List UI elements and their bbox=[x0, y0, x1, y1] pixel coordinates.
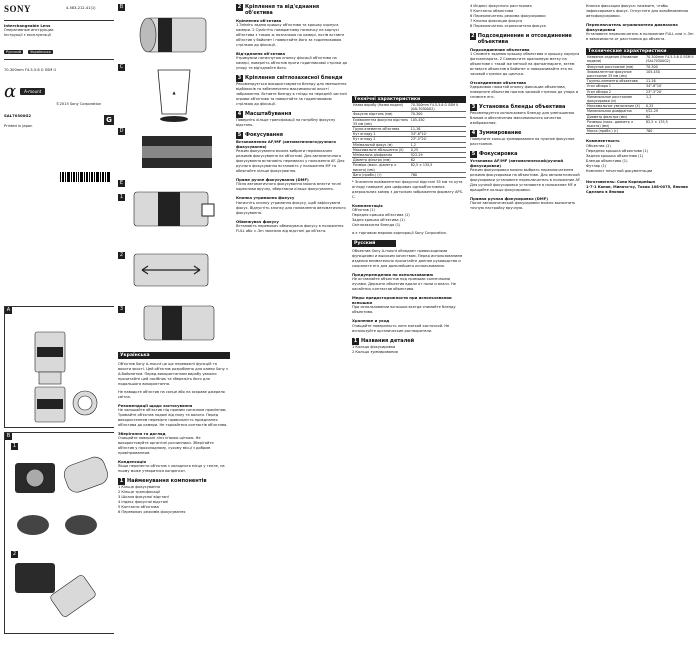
list-item: 1 Кільце фокусування bbox=[118, 485, 161, 490]
ukr-language-banner: Українська bbox=[118, 352, 230, 359]
list-item: Комплект печатной документации bbox=[586, 168, 653, 173]
a-mount-label: A-mount bbox=[20, 88, 45, 95]
section-4-heading: 4 Зуммирование bbox=[471, 130, 522, 137]
list-item: 1 Кольцо фокусировки bbox=[352, 344, 396, 349]
section-2-heading: 2 Подсоединение и отсоединение объектива bbox=[471, 33, 572, 45]
step-label-1: 1 bbox=[12, 443, 17, 449]
list-item: 6 Перемикач режимів фокусування bbox=[118, 510, 186, 515]
language-tag: Українська bbox=[30, 50, 51, 55]
section-3-heading: 3 Кріплення світлозахисної бленди bbox=[237, 75, 343, 82]
section-heading: Конденсація bbox=[118, 459, 146, 465]
paragraph: Утримуючи натиснутою кнопку фіксації об'єктива на камері, поверніть об'єктив проти годинникової стрілки до упору та від'єднайте його. bbox=[236, 56, 348, 71]
column-5 bbox=[470, 0, 582, 661]
list-item: 2 Кольцо зуммирования bbox=[352, 349, 398, 354]
box-contents bbox=[352, 208, 466, 228]
subheading: Установка AF/MF (автоматической/ручной фокусировки) bbox=[470, 158, 564, 169]
section-text: При использовании вспышки всегда снимайте бленду объектива. bbox=[352, 305, 456, 315]
table-row: Угол обзора 1 34°-8°10' bbox=[586, 84, 696, 89]
barcode bbox=[60, 172, 112, 184]
spec-table-header: Технічні характеристики bbox=[352, 96, 466, 103]
list-item: 7 Кнопка фиксации фокуса bbox=[470, 19, 523, 23]
list-item: Передняя крышка объектива (1) bbox=[586, 148, 649, 153]
column-1 bbox=[4, 0, 114, 661]
paragraph: Рекомендуется использовать бленду для уменьшения бликов и обеспечения максимального качества изображения. bbox=[470, 111, 575, 126]
intro-text: Объектив Sony A-mount обладает превосходными функциями и высоким качеством. Перед использованием изделия внимательно прочитайте данное руководство и сохраните его для дальнейшего использования. bbox=[352, 249, 463, 269]
printed-in: Printed in Japan bbox=[4, 124, 33, 129]
language-tag: Русский bbox=[6, 50, 22, 55]
g-mark: G bbox=[104, 115, 114, 125]
paragraph: 1 Снимите заднюю крышку объектива и крышку корпуса фотоаппарата. 2 Совместите оранжевую метку на объективе с такой же меткой на фотоаппарате, затем вставьте объектив в байонет и поворачивайте его по часовой стрелке до щелчка. bbox=[470, 52, 580, 77]
subheading: Отсоединение объектива bbox=[470, 80, 527, 86]
rus-language-banner: Русский bbox=[352, 240, 396, 247]
table-row: Минимальное расстояние фокусировки (м) 1,2 bbox=[586, 94, 696, 103]
intro-text: Об'єктив Sony A-mount це ще переважні функцій та висоти якості. Цей об'єктив розроблено для камер Sony з A-байонетом. Перед використанням виробу уважно прочитайте цей посібник та збережіть його для подальшого використання. bbox=[118, 362, 228, 386]
paragraph: Кнопка фиксации фокуса: нажмите, чтобы зафиксировать фокус. Отпустите для возобновления автофокусировки. bbox=[586, 4, 688, 18]
table-row: Минимальная диафрагма f/22-29 bbox=[586, 109, 696, 114]
subheading: Кріплення об'єктива bbox=[236, 18, 282, 23]
column-2 bbox=[118, 0, 230, 661]
section-3-heading: 3 Установка бленды объектива bbox=[471, 104, 566, 111]
table-row: Максимальне збільшення (X) 0,25 bbox=[352, 147, 466, 152]
paragraph: Удерживая нажатой кнопку фиксации объектива, поверните объектив против часовой стрелки до упора и снимите его. bbox=[470, 85, 579, 100]
svg-text:▲: ▲ bbox=[172, 90, 176, 95]
list-item: 5 Контакты объектива bbox=[470, 9, 514, 13]
table-row: Фокусна відстань (мм) 70-300 bbox=[352, 112, 466, 117]
title-line: Interchangeable Lens bbox=[4, 23, 51, 28]
section-text: Очищайте поверхні лінз м'якою щіткою. Не використовуйте органічні розчинники. Зберігайте об'єктив у прохолодному, сухому місці з добрим провітрюванням. bbox=[118, 436, 214, 456]
list-item: 6 Переключатель режима фокусировки bbox=[470, 14, 546, 18]
spec-table bbox=[352, 103, 466, 178]
list-item: Задняя крышка объектива (1) bbox=[586, 153, 644, 158]
list-item: Передня кришка об'єктива (1) bbox=[352, 213, 410, 218]
section-1-heading: 1 Названия деталей bbox=[353, 337, 415, 344]
list-item: Світлозахисна бленда (1) bbox=[352, 223, 401, 228]
list-item: 3 Шкала фокусної відстані bbox=[118, 495, 169, 500]
made-in: Сделано в Японии bbox=[586, 189, 625, 194]
parts-list bbox=[352, 345, 466, 355]
section-heading: Предупреждения по использованию bbox=[352, 272, 434, 278]
sony-logo: SONY bbox=[4, 4, 32, 14]
subheading: Від'єднання об'єктива bbox=[236, 51, 286, 57]
panel-label-e3: 3 bbox=[119, 306, 124, 312]
table-row: Групи-елементи об'єктива 11-16 bbox=[352, 127, 466, 132]
camera-attach-diagram bbox=[5, 433, 114, 633]
list-item: Об'єктив (1) bbox=[352, 208, 375, 213]
copyright: ©2015 Sony Corporation bbox=[56, 102, 102, 107]
subheading: Комплектація bbox=[352, 203, 383, 209]
subheading: Комплектность bbox=[586, 138, 620, 144]
box-contents bbox=[586, 144, 696, 174]
table-row: Розміри (макс. діаметр × висота) (мм) 82,5 × 135,5 bbox=[352, 163, 466, 172]
table-row: Кут огляду 2 23°-5°20' bbox=[352, 137, 466, 142]
zoom-diagram bbox=[118, 128, 230, 178]
table-row: Угол обзора 2 23°-5°20' bbox=[586, 89, 696, 94]
section-heading: Меры предосторожности при использовании вспышки bbox=[352, 295, 452, 306]
subheading: Подсоединение объектива bbox=[470, 47, 530, 52]
table-row: Мінімальна діафрагма f/22-29 bbox=[352, 153, 466, 158]
table-row: Размеры (макс. диаметр × высота) (мм) 82,5 × 135,5 bbox=[586, 119, 696, 128]
panel-label-b: B bbox=[6, 433, 11, 439]
table-row: Вага (прибл.) (г) 760 bbox=[352, 172, 466, 177]
subheading: Переключатель ограничителя диапазона фокусировки bbox=[586, 22, 678, 33]
diagram-b bbox=[118, 4, 230, 62]
panel-label-a: A bbox=[6, 307, 11, 313]
panel-label-d: D bbox=[119, 128, 124, 134]
lens-name: 70-300mm F4.5-5.6 G SSM II bbox=[4, 68, 56, 73]
subheading: Прямая ручная фокусировка (DMF) bbox=[470, 196, 549, 202]
footnote: * Значення еквівалентної фокусної відстані 35 мм та кута огляду наведені для цифрових однооб'єктивних дзеркальних камер з датчиком зображення формату APS-C. bbox=[352, 180, 464, 200]
section-5-heading: 5 Фокусировка bbox=[471, 151, 518, 158]
warning-text: Не наводьте об'єктив на сонце або на яскраве джерело світла. bbox=[118, 390, 225, 399]
paragraph: Натисніть кнопку утримання фокусу, щоб зафіксувати фокус. Відпустіть кнопку для поновлення автоматичного фокусування. bbox=[236, 200, 346, 215]
list-item: 8 Переключатель ограничителя фокуса bbox=[470, 24, 546, 28]
part-number: 4-583-212-41(1) bbox=[66, 6, 96, 10]
paragraph: Установите переключатель в положение FULL или ∞-3m в зависимости от расстояния до объекта. bbox=[586, 32, 694, 42]
section-heading: Рекомендації щодо застосування bbox=[118, 403, 193, 408]
table-row: Фокусное расстояние (мм) 70-300 bbox=[586, 64, 696, 69]
parts-list-cont bbox=[470, 4, 582, 29]
list-item: 5 Контакти об'єктива bbox=[118, 505, 159, 510]
title-line: Оперативные инструкции bbox=[4, 28, 54, 33]
diagram-a bbox=[4, 306, 114, 428]
section-text: Якщо перенести об'єктив з холодного місця у тепле, на ньому може утворитися конденсат. bbox=[118, 464, 225, 474]
section-2-heading: 2 Кріплення та від'єднання об'єктива bbox=[237, 4, 320, 16]
list-item: 2 Кільце трансфокації bbox=[118, 490, 161, 495]
panel-label-e: E bbox=[119, 180, 124, 186]
table-row: Діаметр фільтра (мм) 62 bbox=[352, 158, 466, 163]
diagram-e bbox=[118, 180, 230, 348]
subheading: Кнопка утримання фокусу bbox=[236, 195, 295, 201]
table-row: Назва виробу (Назва моделі) 70-300mm F4.5-5.6 G SSM II (SAL70300G2) bbox=[352, 103, 466, 112]
parts-list bbox=[118, 485, 230, 515]
table-row: Название изделия (Название модели) 70-300mm F4.5-5.6 G SSM II (SAL70300G2) bbox=[586, 55, 696, 64]
table-row: Эквивалентное фокусное расстояние 35 мм (мм) 105-450 bbox=[586, 69, 696, 78]
section-1-heading: 1 Найменування компонентів bbox=[119, 478, 207, 485]
paragraph: Режим фокусування можна вибрати перемикачем режимів фокусування на об'єктиві. Для автоматичного фокусування встановіть перемикач у положення AF. Для ручного фокусування встановіть у положення MF та обертайте кільце фокусування. bbox=[236, 149, 345, 174]
section-text: Не оставляйте объектив под прямыми солнечными лучами. Держите объектив вдали от пыли и влаги. Не касайтесь контактов объектива. bbox=[352, 277, 456, 292]
table-row: Мінімальний фокус (м) 1,2 bbox=[352, 142, 466, 147]
column-4 bbox=[352, 0, 466, 661]
paragraph: 1 Зніміть задню кришку об'єктива та кришку корпуса камери. 2 Сумістіть помаранчеву позначку на корпусі об'єктива з такою ж позначкою на камері, потім вставте об'єктив у байонет і повертайте його за годинниковою стрілкою до фіксації. bbox=[236, 23, 345, 48]
list-item: Бленда объектива (1) bbox=[586, 158, 628, 163]
trademark-note: α є торговою маркою корпорації Sony Corporation. bbox=[352, 231, 448, 236]
list-item: Задня кришка об'єктива (1) bbox=[352, 218, 405, 223]
focus-diagrams bbox=[118, 180, 230, 348]
list-item: Объектив (1) bbox=[586, 143, 611, 148]
list-item: Футляр (1) bbox=[586, 163, 607, 168]
paragraph: Після автоматичного фокусування можна внести точні корективи вручну, обертаючи кільце фокусування. bbox=[236, 182, 341, 192]
lens-front-diagram bbox=[118, 4, 230, 62]
table-row: Масса (прибл.) (г) 760 bbox=[586, 129, 696, 134]
column-3 bbox=[236, 0, 348, 661]
paragraph: Режим фокусировки можно выбрать переключателем режима фокусировки на объективе. Для автоматической фокусировки установите переключатель в положение AF. Для ручной фокусировки установите в положение MF и вращайте кольцо фокусировки. bbox=[470, 168, 581, 193]
table-row: Максимальное увеличение (X) 0,25 bbox=[586, 104, 696, 109]
spec-table bbox=[586, 55, 696, 134]
subheading: Встановлення AF/MF (автоматичного/ручного фокусування) bbox=[236, 139, 336, 150]
manufacturer: Изготовитель: Сони Корпорейшн bbox=[586, 179, 656, 184]
subheading: Обмежувач фокусу bbox=[236, 218, 279, 224]
table-row: Диаметр фильтра (мм) 62 bbox=[586, 114, 696, 119]
subheading: Пряме ручне фокусування (DMF) bbox=[236, 177, 309, 183]
table-row: Группы-элементы объектива 11-16 bbox=[586, 79, 696, 84]
section-text: Очищайте поверхность линз мягкой кисточкой. Не используйте органические растворители. bbox=[352, 323, 450, 333]
section-5-heading: 5 Фокусування bbox=[237, 132, 283, 139]
step-label-2: 2 bbox=[12, 551, 17, 557]
table-row: Еквівалентна фокусна відстань 35 мм (мм) 105-450 bbox=[352, 117, 466, 126]
diagram-b-attach bbox=[4, 432, 114, 634]
lens-diagram-side bbox=[5, 307, 114, 427]
table-row: Кут огляду 1 34°-8°10' bbox=[352, 132, 466, 137]
panel-label-b: B bbox=[119, 4, 124, 10]
diagram-c bbox=[118, 64, 230, 126]
column-6 bbox=[586, 0, 696, 661]
panel-label-e1: 1 bbox=[119, 194, 124, 200]
hood-diagram bbox=[118, 64, 230, 126]
title-block bbox=[4, 20, 114, 60]
section-text: Не залишайте об'єктив під прямим сонячним промінням. Тримайте об'єктив подалі від пилу та вологи. Перед використанням перевірте правильність приєднання об'єктива до камери. Не торкайтеся контактів об'єктива. bbox=[118, 408, 228, 428]
section-heading: Зберігання та догляд bbox=[118, 431, 166, 437]
paragraph: Встановіть перемикач обмежувача фокусу в положення FULL або ∞-3m залежно від відстані до об'єкта. bbox=[236, 223, 344, 233]
panel-label-e2: 2 bbox=[119, 252, 124, 258]
section-heading: Хранение и уход bbox=[352, 318, 390, 324]
spec-table-header: Технические характеристики bbox=[586, 48, 696, 55]
model-number: SAL70300G2 bbox=[4, 113, 32, 119]
paragraph: После автоматической фокусировки можно выполнить точную настройку вручную. bbox=[470, 201, 576, 211]
section-4-heading: 4 Масштабування bbox=[237, 111, 292, 118]
list-item: 4 Індекс фокусної відстані bbox=[118, 500, 169, 505]
paragraph: Поверніть кільце трансфокації на потрібну фокусну відстань. bbox=[236, 118, 336, 128]
list-item: 4 Индекс фокусного расстояния bbox=[470, 4, 532, 8]
title-line: Інструкції з експлуатації bbox=[4, 33, 51, 38]
paragraph: Поверните кольцо зуммирования на нужное фокусное расстояние. bbox=[470, 137, 575, 147]
diagram-d bbox=[118, 128, 230, 178]
panel-label-c: C bbox=[119, 64, 124, 70]
paragraph: Рекомендується використовувати бленду для зменшення відблисків та забезпечення максимальної якості зображення. Вставте бленду в гніздо на передній частині оправи об'єктива та повертайте за годинниковою стрілкою до фіксації. bbox=[236, 82, 347, 107]
alpha-logo: α bbox=[4, 81, 17, 103]
manufacturer-address: 1-7-1 Конан, Минато-ку, Токио 108-0075, Япония bbox=[586, 184, 688, 189]
